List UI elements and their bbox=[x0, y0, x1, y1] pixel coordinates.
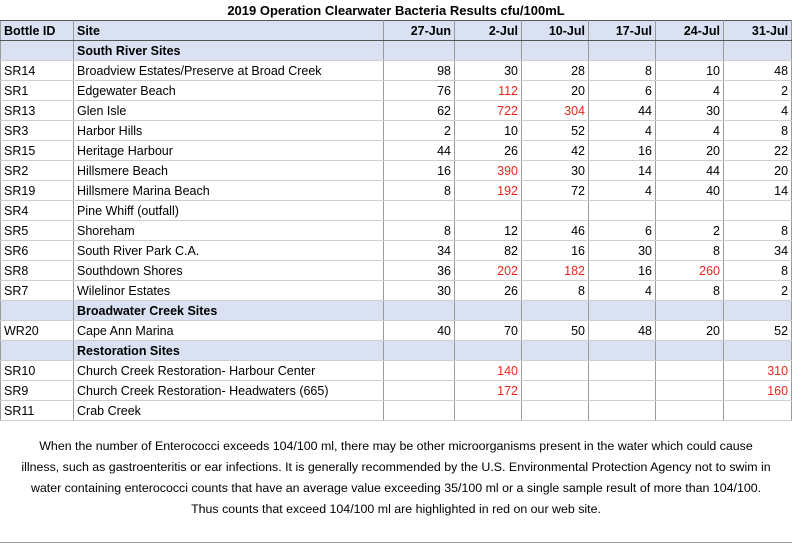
result-cell: 30 bbox=[589, 241, 656, 261]
result-cell bbox=[522, 381, 589, 401]
result-cell bbox=[589, 361, 656, 381]
result-cell: 20 bbox=[656, 321, 724, 341]
bottle-id-cell: SR8 bbox=[1, 261, 74, 281]
result-cell bbox=[522, 401, 589, 421]
result-cell: 2 bbox=[724, 81, 792, 101]
result-cell: 8 bbox=[656, 241, 724, 261]
section-blank-cell bbox=[522, 41, 589, 61]
site-cell: Heritage Harbour bbox=[74, 141, 384, 161]
bottle-id-cell: SR3 bbox=[1, 121, 74, 141]
result-cell: 52 bbox=[522, 121, 589, 141]
header-site: Site bbox=[74, 21, 384, 41]
result-cell: 16 bbox=[589, 261, 656, 281]
result-cell: 26 bbox=[455, 141, 522, 161]
bottle-id-cell: SR14 bbox=[1, 61, 74, 81]
result-cell: 4 bbox=[724, 101, 792, 121]
bottle-id-cell: SR9 bbox=[1, 381, 74, 401]
result-cell: 22 bbox=[724, 141, 792, 161]
result-cell: 192 bbox=[455, 181, 522, 201]
result-cell: 12 bbox=[455, 221, 522, 241]
result-cell: 76 bbox=[384, 81, 455, 101]
table-row bbox=[1, 241, 792, 261]
table-row bbox=[1, 321, 792, 341]
section-row bbox=[1, 301, 792, 321]
result-cell: 304 bbox=[522, 101, 589, 121]
result-cell: 8 bbox=[589, 61, 656, 81]
result-cell: 8 bbox=[522, 281, 589, 301]
bottle-id-cell: SR7 bbox=[1, 281, 74, 301]
result-cell: 182 bbox=[522, 261, 589, 281]
result-cell: 260 bbox=[656, 261, 724, 281]
section-blank-cell bbox=[656, 341, 724, 361]
result-cell: 4 bbox=[589, 121, 656, 141]
site-cell: Crab Creek bbox=[74, 401, 384, 421]
result-cell: 8 bbox=[724, 121, 792, 141]
result-cell: 202 bbox=[455, 261, 522, 281]
result-cell bbox=[384, 381, 455, 401]
section-blank-cell bbox=[522, 301, 589, 321]
site-cell: Edgewater Beach bbox=[74, 81, 384, 101]
section-blank-cell bbox=[589, 341, 656, 361]
section-title: South River Sites bbox=[74, 41, 384, 61]
section-title: Broadwater Creek Sites bbox=[74, 301, 384, 321]
result-cell: 72 bbox=[522, 181, 589, 201]
table-row bbox=[1, 141, 792, 161]
table-row bbox=[1, 361, 792, 381]
result-cell: 16 bbox=[589, 141, 656, 161]
section-blank-cell bbox=[384, 341, 455, 361]
sheet-title: 2019 Operation Clearwater Bacteria Results cfu/100mL bbox=[227, 2, 565, 18]
note-line: illness, such as gastroenteritis or ear infections. It is generally recommended by the U.S. Environmental Protection Agency not to swim in bbox=[21, 460, 771, 474]
bottle-id-cell: SR15 bbox=[1, 141, 74, 161]
result-cell: 4 bbox=[656, 121, 724, 141]
table-row bbox=[1, 201, 792, 221]
result-cell bbox=[656, 361, 724, 381]
site-cell: Broadview Estates/Preserve at Broad Creek bbox=[74, 61, 384, 81]
table-row bbox=[1, 101, 792, 121]
result-cell: 8 bbox=[656, 281, 724, 301]
note-line: When the number of Enterococci exceeds 104/100 ml, there may be other microorganisms present in the water which could cause bbox=[39, 439, 753, 453]
result-cell bbox=[455, 401, 522, 421]
result-cell: 16 bbox=[384, 161, 455, 181]
result-cell: 8 bbox=[724, 221, 792, 241]
result-cell bbox=[656, 401, 724, 421]
bottle-id-cell: SR5 bbox=[1, 221, 74, 241]
result-cell: 34 bbox=[384, 241, 455, 261]
bottle-id-cell: SR19 bbox=[1, 181, 74, 201]
section-row bbox=[1, 41, 792, 61]
result-cell: 20 bbox=[656, 141, 724, 161]
site-cell: Wilelinor Estates bbox=[74, 281, 384, 301]
bottle-id-cell: SR1 bbox=[1, 81, 74, 101]
site-cell: Hillsmere Beach bbox=[74, 161, 384, 181]
section-blank-cell bbox=[1, 301, 74, 321]
header-date: 24-Jul bbox=[656, 21, 724, 41]
bottle-id-cell: SR4 bbox=[1, 201, 74, 221]
section-blank-cell bbox=[455, 301, 522, 321]
bottle-id-cell: SR13 bbox=[1, 101, 74, 121]
section-blank-cell bbox=[656, 301, 724, 321]
table-row bbox=[1, 281, 792, 301]
site-cell: Shoreham bbox=[74, 221, 384, 241]
note-line: Thus counts that exceed 104/100 ml are highlighted in red on our web site. bbox=[191, 502, 601, 516]
title-row bbox=[1, 0, 792, 21]
result-cell: 42 bbox=[522, 141, 589, 161]
result-cell: 10 bbox=[656, 61, 724, 81]
result-cell bbox=[656, 381, 724, 401]
result-cell: 48 bbox=[724, 61, 792, 81]
result-cell: 20 bbox=[522, 81, 589, 101]
result-cell: 70 bbox=[455, 321, 522, 341]
site-cell: South River Park C.A. bbox=[74, 241, 384, 261]
result-cell: 310 bbox=[724, 361, 792, 381]
result-cell bbox=[384, 401, 455, 421]
result-cell: 30 bbox=[656, 101, 724, 121]
section-blank-cell bbox=[1, 341, 74, 361]
header-date: 27-Jun bbox=[384, 21, 455, 41]
result-cell bbox=[384, 361, 455, 381]
section-blank-cell bbox=[1, 41, 74, 61]
result-cell: 6 bbox=[589, 221, 656, 241]
result-cell: 6 bbox=[589, 81, 656, 101]
table-row bbox=[1, 261, 792, 281]
result-cell: 390 bbox=[455, 161, 522, 181]
section-blank-cell bbox=[384, 41, 455, 61]
site-cell: Hillsmere Marina Beach bbox=[74, 181, 384, 201]
result-cell: 52 bbox=[724, 321, 792, 341]
table-row bbox=[1, 181, 792, 201]
table-row bbox=[1, 61, 792, 81]
result-cell: 8 bbox=[724, 261, 792, 281]
result-cell: 62 bbox=[384, 101, 455, 121]
table-row bbox=[1, 381, 792, 401]
result-cell: 10 bbox=[455, 121, 522, 141]
header-bottle-id: Bottle ID bbox=[1, 21, 74, 41]
result-cell: 48 bbox=[589, 321, 656, 341]
header-date: 2-Jul bbox=[455, 21, 522, 41]
site-cell: Pine Whiff (outfall) bbox=[74, 201, 384, 221]
result-cell bbox=[589, 381, 656, 401]
result-cell: 40 bbox=[384, 321, 455, 341]
section-blank-cell bbox=[589, 41, 656, 61]
table-row bbox=[1, 161, 792, 181]
result-cell: 30 bbox=[384, 281, 455, 301]
site-cell: Glen Isle bbox=[74, 101, 384, 121]
site-cell: Southdown Shores bbox=[74, 261, 384, 281]
section-blank-cell bbox=[724, 41, 792, 61]
section-blank-cell bbox=[522, 341, 589, 361]
section-blank-cell bbox=[656, 41, 724, 61]
header-date: 17-Jul bbox=[589, 21, 656, 41]
result-cell bbox=[522, 201, 589, 221]
header-date: 31-Jul bbox=[724, 21, 792, 41]
result-cell: 14 bbox=[589, 161, 656, 181]
result-cell: 8 bbox=[384, 181, 455, 201]
section-blank-cell bbox=[455, 341, 522, 361]
result-cell bbox=[589, 201, 656, 221]
result-cell: 8 bbox=[384, 221, 455, 241]
bottle-id-cell: SR11 bbox=[1, 401, 74, 421]
section-blank-cell bbox=[589, 301, 656, 321]
result-cell: 50 bbox=[522, 321, 589, 341]
result-cell: 14 bbox=[724, 181, 792, 201]
result-cell: 98 bbox=[384, 61, 455, 81]
section-title: Restoration Sites bbox=[74, 341, 384, 361]
result-cell: 4 bbox=[589, 281, 656, 301]
result-cell: 44 bbox=[656, 161, 724, 181]
section-blank-cell bbox=[724, 341, 792, 361]
result-cell bbox=[522, 361, 589, 381]
result-cell: 44 bbox=[589, 101, 656, 121]
result-cell: 4 bbox=[589, 181, 656, 201]
bottle-id-cell: SR10 bbox=[1, 361, 74, 381]
result-cell: 82 bbox=[455, 241, 522, 261]
result-cell: 44 bbox=[384, 141, 455, 161]
result-cell: 112 bbox=[455, 81, 522, 101]
site-cell: Church Creek Restoration- Headwaters (665) bbox=[74, 381, 384, 401]
result-cell: 16 bbox=[522, 241, 589, 261]
table-row bbox=[1, 401, 792, 421]
result-cell: 28 bbox=[522, 61, 589, 81]
result-cell: 2 bbox=[384, 121, 455, 141]
result-cell: 40 bbox=[656, 181, 724, 201]
result-cell: 46 bbox=[522, 221, 589, 241]
result-cell bbox=[656, 201, 724, 221]
bottom-border bbox=[0, 542, 792, 543]
result-cell: 20 bbox=[724, 161, 792, 181]
table-row bbox=[1, 81, 792, 101]
table-row bbox=[1, 121, 792, 141]
result-cell: 36 bbox=[384, 261, 455, 281]
note-line: water containing enterococci counts that have an average value exceeding 35/100 ml or a single sample result of more than 104/100. bbox=[30, 481, 762, 495]
header-row bbox=[1, 21, 792, 41]
result-cell bbox=[455, 201, 522, 221]
result-cell: 30 bbox=[455, 61, 522, 81]
bottle-id-cell: WR20 bbox=[1, 321, 74, 341]
result-cell: 2 bbox=[656, 221, 724, 241]
section-blank-cell bbox=[455, 41, 522, 61]
result-cell: 34 bbox=[724, 241, 792, 261]
bottle-id-cell: SR6 bbox=[1, 241, 74, 261]
result-cell: 4 bbox=[656, 81, 724, 101]
section-blank-cell bbox=[384, 301, 455, 321]
site-cell: Cape Ann Marina bbox=[74, 321, 384, 341]
bottle-id-cell: SR2 bbox=[1, 161, 74, 181]
result-cell: 160 bbox=[724, 381, 792, 401]
site-cell: Church Creek Restoration- Harbour Center bbox=[74, 361, 384, 381]
result-cell bbox=[724, 401, 792, 421]
table-row bbox=[1, 221, 792, 241]
explanation-note bbox=[0, 436, 792, 520]
section-row bbox=[1, 341, 792, 361]
result-cell bbox=[589, 401, 656, 421]
section-blank-cell bbox=[724, 301, 792, 321]
result-cell bbox=[724, 201, 792, 221]
site-cell: Harbor Hills bbox=[74, 121, 384, 141]
header-date: 10-Jul bbox=[522, 21, 589, 41]
result-cell: 30 bbox=[522, 161, 589, 181]
result-cell bbox=[384, 201, 455, 221]
result-cell: 140 bbox=[455, 361, 522, 381]
result-cell: 2 bbox=[724, 281, 792, 301]
result-cell: 172 bbox=[455, 381, 522, 401]
result-cell: 722 bbox=[455, 101, 522, 121]
result-cell: 26 bbox=[455, 281, 522, 301]
